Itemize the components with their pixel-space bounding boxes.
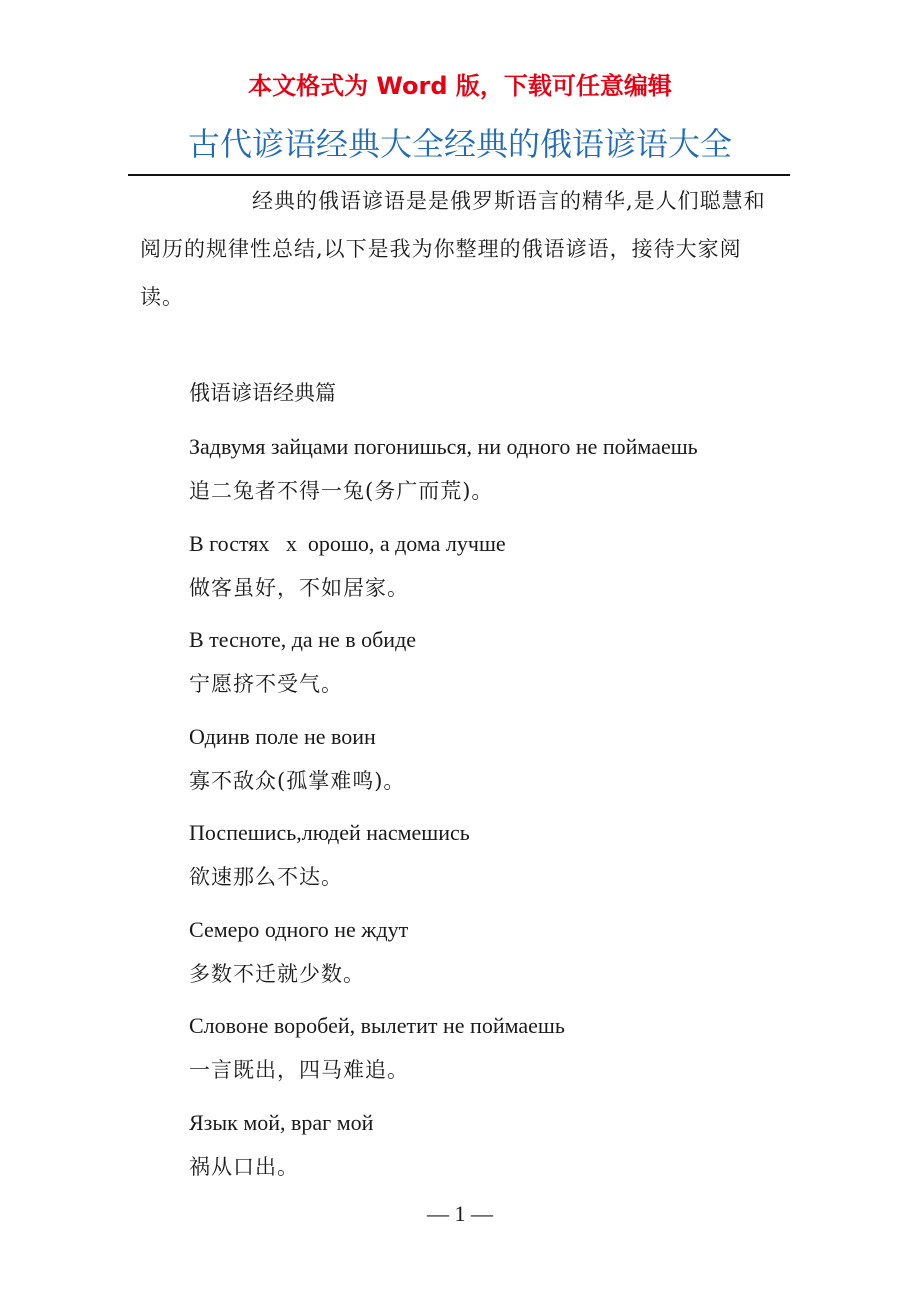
proverb-russian: Язык мой, враг мой — [189, 1109, 374, 1135]
proverb-item — [189, 908, 809, 1005]
proverb-item — [189, 811, 809, 908]
proverb-list — [189, 425, 809, 1197]
proverb-chinese: 追二兔者不得一兔(务广而荒)。 — [189, 479, 494, 503]
proverb-item — [189, 618, 809, 715]
format-notice-banner: 本文格式为 Word 版，下载可任意编辑 — [248, 72, 672, 100]
proverb-item — [189, 1101, 809, 1198]
proverb-item — [189, 1004, 809, 1101]
proverb-russian: Словоне воробей, вылетит не поймаешь — [189, 1013, 565, 1038]
section-heading: 俄语谚语经典篇 — [189, 381, 336, 405]
page-number: — 1 — — [427, 1201, 493, 1226]
proverb-russian: В тесноте, да не в обиде — [189, 627, 417, 652]
proverb-russian: Задвумя зайцами погонишься, ни одного не поймаешь — [189, 434, 698, 459]
proverb-item — [189, 715, 809, 812]
proverb-chinese: 祸从口出。 — [189, 1154, 299, 1179]
proverb-chinese: 做客虽好，不如居家。 — [189, 575, 409, 600]
proverb-chinese: 多数不迁就少数。 — [189, 961, 365, 986]
proverb-chinese: 一言既出，四马难追。 — [189, 1058, 409, 1082]
proverb-chinese: 宁愿挤不受气。 — [189, 672, 343, 696]
proverb-item — [189, 425, 809, 522]
proverb-item — [189, 522, 809, 619]
proverb-russian: Одинв поле не воин — [189, 723, 376, 749]
intro-paragraph: 经典的俄语谚语是是俄罗斯语言的精华,是人们聪慧和阅历的规律性总结,以下是我为你整理的俄语谚语，接待大家阅读。 — [140, 189, 766, 309]
proverb-russian: Семеро одного не ждут — [189, 916, 409, 942]
document-title: 古代谚语经典大全经典的俄语谚语大全 — [187, 125, 732, 163]
proverb-chinese: 寡不敌众(孤掌难鸣)。 — [189, 768, 406, 793]
proverb-russian: В гостях х орошо, а дома лучше — [189, 530, 506, 556]
proverb-russian: Поспешись,людей насмешись — [189, 820, 470, 845]
proverb-chinese: 欲速那么不达。 — [189, 865, 343, 889]
title-divider — [128, 174, 790, 176]
